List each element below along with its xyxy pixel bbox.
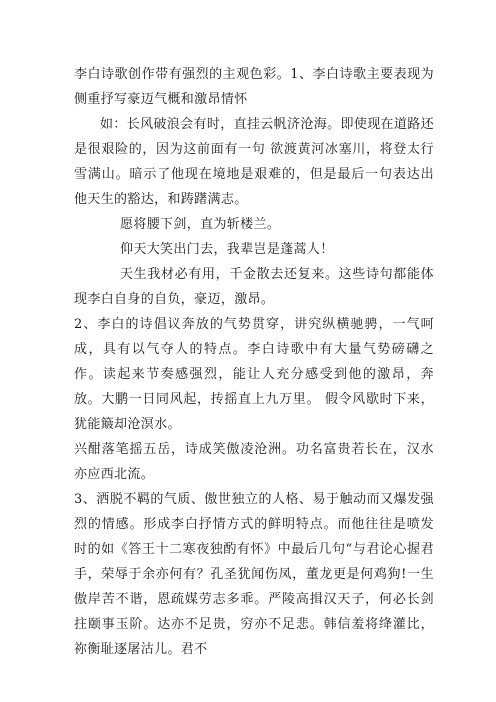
poem-line-1: 愿将腰下剑，直为斩楼兰。 <box>120 217 281 232</box>
paragraph-intro: 李白诗歌创作带有强烈的主观色彩。1、李白诗歌主要表现为侧重抒写豪迈气概和激昂情怀 <box>74 67 434 107</box>
document-body <box>74 62 434 662</box>
paragraph-example: 如：长风破浪会有时，直挂云帆济沧海。即使现在道路还是很艰险的，因为这前面有一句 欲渡黄河冰塞川，将登太行雪满山。暗示了他现在境地是艰难的，但是最后一句表达出他天生的豁达，和踌躇满志。 <box>74 117 434 207</box>
poem-line-3: 天生我材必有用，千金散去还复来。这些诗句都能体现李白自身的自负，豪迈，激昂。 <box>74 267 434 307</box>
poem-line-2: 仰天大笑出门去，我辈岂是蓬蒿人！ <box>120 242 334 257</box>
paragraph-point-3: 3、洒脱不羁的气质、傲世独立的人格、易于触动而又爆发强烈的情感。形成李白抒情方式的鲜明特点。而他往往是喷发时的如《答王十二寒夜独酌有怀》中最后几句“与君论心握君手，荣辱于余亦何有？孔圣犹闻伤凤，董龙更是何鸡狗!一生傲岸苦不谐，恩疏媒劳志多乖。严陵高揖汉天子，何必长剑拄颐事玉阶。达亦不足贵，穷亦不足悲。韩信羞将绛灌比，祢衡耻逐屠沽儿。君不 <box>74 492 434 657</box>
paragraph-poem-quote: 兴酣落笔摇五岳，诗成笑傲凌沧洲。功名富贵若长在，汉水亦应西北流。 <box>74 442 434 482</box>
paragraph-point-2: 2、李白的诗倡议奔放的气势贯穿，讲究纵横驰骋，一气呵成，具有以气夺人的特点。李白诗歌中有大量气势磅礴之作。读起来节奏感强烈，能让人充分感受到他的激昂，奔放。大鹏一日同风起，抟摇直上九万里。 假令风歇时下来，犹能簸却沧溟水。 <box>74 317 434 432</box>
